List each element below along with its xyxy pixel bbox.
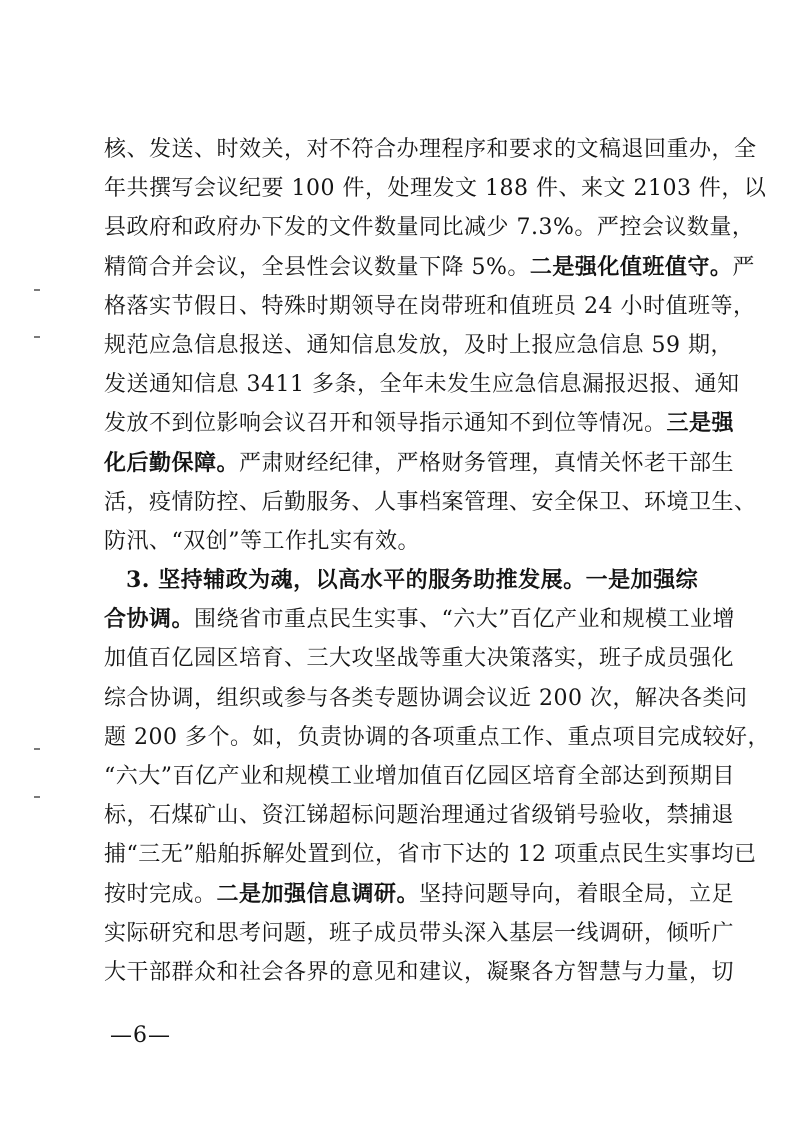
text-line bbox=[104, 483, 757, 522]
text-segment: 按时完成。 bbox=[104, 881, 217, 907]
text-line bbox=[104, 757, 735, 796]
text-line bbox=[104, 287, 756, 326]
bold-text-segment: 二是强化值班值守。 bbox=[529, 253, 733, 280]
text-segment: 活，疫情防控、后勤服务、人事档案管理、安全保卫、环境卫生、 bbox=[104, 489, 757, 515]
text-line bbox=[104, 248, 755, 287]
text-segment: 严肃财经纪律，严格财务管理，真情关怀老干部生 bbox=[239, 450, 735, 476]
text-line bbox=[104, 718, 770, 757]
text-segment: 核、发送、时效关，对不符合办理程序和要求的文稿退回重办，全 bbox=[104, 137, 757, 162]
text-line bbox=[104, 169, 767, 208]
text-segment: 捕“三无”船舶拆解处置到位，省市下达的 12 项重点民生实事均已 bbox=[104, 842, 757, 868]
margin-mark bbox=[34, 748, 40, 750]
text-segment: 围绕省市重点民生实事、“六大”百亿产业和规模工业增 bbox=[194, 607, 736, 633]
text-segment: 规范应急信息报送、通知信息发放，及时上报应急信息 59 期， bbox=[104, 332, 733, 358]
text-segment: 题 200 多个。如，负责协调的各项重点工作、重点项目完成较好， bbox=[104, 724, 770, 750]
page-number: —6— bbox=[110, 1023, 171, 1048]
text-segment: 格落实节假日、特殊时期领导在岗带班和值班员 24 小时值班等， bbox=[104, 293, 756, 319]
text-line bbox=[104, 365, 740, 404]
text-line bbox=[104, 679, 748, 718]
text-segment: 加值百亿园区培育、三大攻坚战等重大决策落实，班子成员强化 bbox=[104, 646, 735, 672]
text-line bbox=[104, 130, 757, 169]
text-line bbox=[104, 561, 699, 600]
text-segment: 严 bbox=[732, 254, 755, 280]
margin-mark bbox=[34, 336, 40, 338]
text-segment: 年共撰写会议纪要 100 件，处理发文 188 件、来文 2103 件，以 bbox=[104, 176, 767, 202]
text-line bbox=[104, 522, 688, 561]
text-line bbox=[104, 796, 735, 835]
text-line bbox=[104, 875, 735, 914]
text-line bbox=[104, 953, 735, 992]
text-segment: 综合协调，组织或参与各类专题协调会议近 200 次，解决各类问 bbox=[104, 685, 748, 711]
text-segment: 防汛、“双创”等工作扎实有效。 bbox=[104, 528, 420, 554]
text-line bbox=[104, 639, 735, 678]
text-segment: 坚持问题导向，着眼全局，立足 bbox=[419, 881, 735, 907]
bold-text-segment: 化后勤保障。 bbox=[104, 449, 240, 476]
margin-mark bbox=[34, 289, 40, 291]
text-segment: 精简合并会议，全县性会议数量下降 5%。 bbox=[104, 254, 530, 280]
body-text bbox=[104, 130, 770, 992]
text-segment: 发放不到位影响会议召开和领导指示通知不到位等情况。 bbox=[104, 411, 667, 437]
text-line bbox=[104, 444, 735, 483]
bold-text-segment: 3. 坚持辅政为魂，以高水平的服务助推发展。一是加强综 bbox=[126, 567, 699, 594]
text-segment: “六大”百亿产业和规模工业增加值百亿园区培育全部达到预期目 bbox=[104, 764, 735, 789]
text-segment: 发送通知信息 3411 多条，全年未发生应急信息漏报迟报、通知 bbox=[104, 372, 740, 398]
bold-text-segment: 三是强 bbox=[666, 410, 735, 437]
margin-mark bbox=[34, 796, 40, 798]
text-line bbox=[104, 600, 736, 639]
text-line bbox=[104, 404, 735, 443]
bold-text-segment: 二是加强信息调研。 bbox=[216, 880, 420, 907]
text-line bbox=[104, 326, 733, 365]
text-segment: 实际研究和思考问题，班子成员带头深入基层一线调研，倾听广 bbox=[104, 920, 735, 946]
text-line bbox=[104, 835, 757, 874]
text-segment: 标，石煤矿山、资江锑超标问题治理通过省级销号验收，禁捕退 bbox=[104, 803, 735, 829]
text-line bbox=[104, 208, 755, 247]
text-segment: 县政府和政府办下发的文件数量同比减少 7.3%。严控会议数量， bbox=[104, 215, 755, 241]
text-segment: 大干部群众和社会各界的意见和建议，凝聚各方智慧与力量，切 bbox=[104, 959, 735, 985]
text-line bbox=[104, 914, 735, 953]
bold-text-segment: 合协调。 bbox=[104, 606, 195, 633]
